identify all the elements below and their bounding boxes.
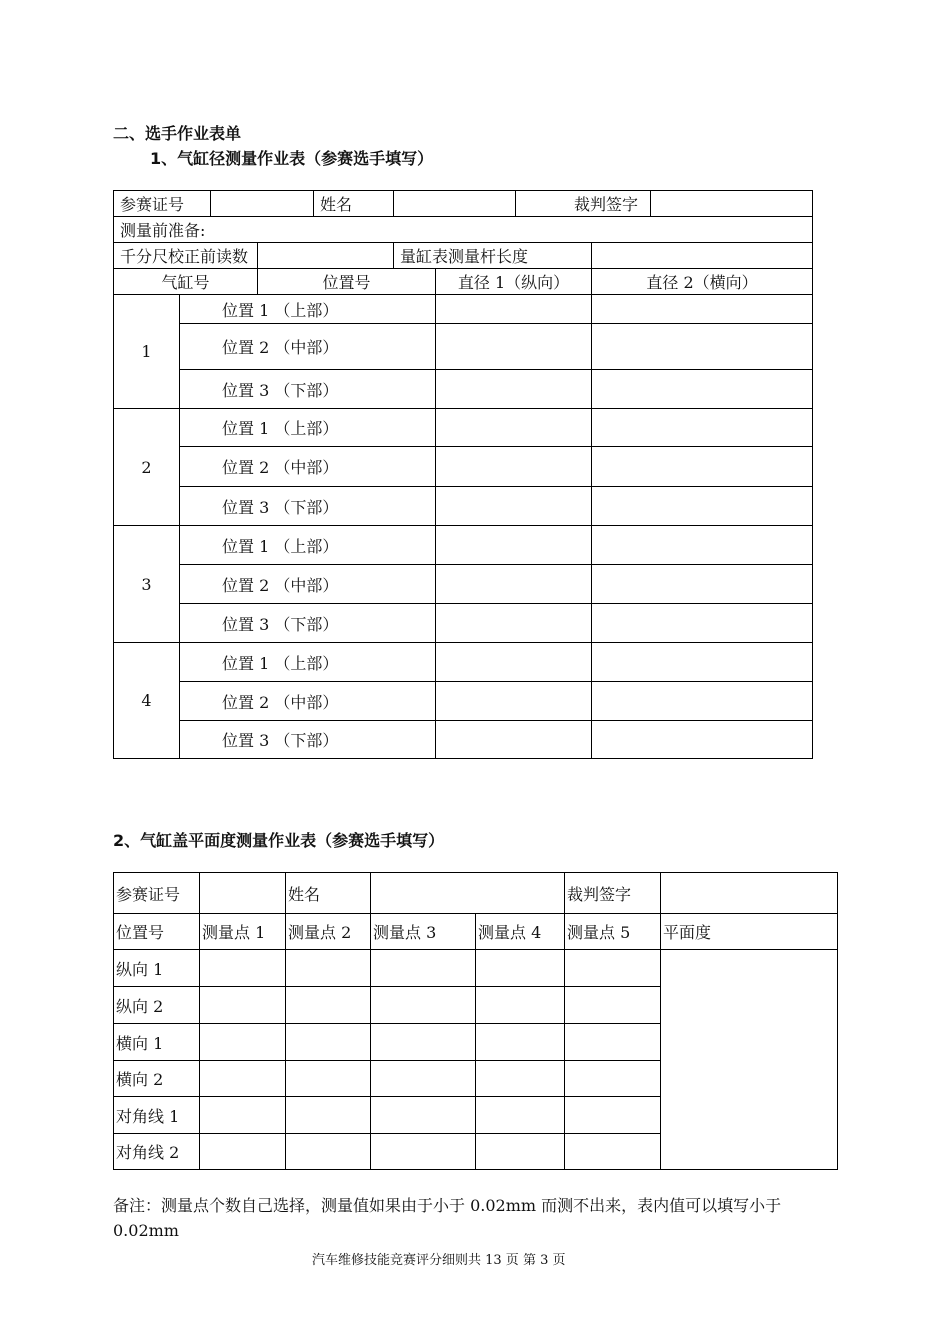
micrometer-label: 千分尺校正前读数 <box>114 243 258 269</box>
rod-length-label: 量缸表测量杆长度 <box>394 243 592 269</box>
flatness-header: 平面度 <box>661 914 838 950</box>
table-row <box>114 682 813 721</box>
position-label: 位置 1 （上部） <box>180 643 436 682</box>
diameter2-cell[interactable] <box>592 526 813 565</box>
cylinder-header: 气缸号 <box>114 269 258 295</box>
measure-cell[interactable] <box>200 1097 286 1134</box>
form2-title: 2、气缸盖平面度测量作业表（参赛选手填写） <box>113 831 445 850</box>
point3-header: 测量点 3 <box>371 914 476 950</box>
point1-header: 测量点 1 <box>200 914 286 950</box>
id-value-cell[interactable] <box>211 191 314 217</box>
diameter2-cell[interactable] <box>592 487 813 526</box>
diameter1-cell[interactable] <box>436 409 592 447</box>
row-label: 横向 1 <box>114 1024 200 1061</box>
judge-value-cell[interactable] <box>651 191 813 217</box>
measure-cell[interactable] <box>200 950 286 987</box>
prep-values-row <box>114 243 813 269</box>
diameter1-cell[interactable] <box>436 447 592 487</box>
diameter1-cell[interactable] <box>436 604 592 643</box>
name-value-cell[interactable] <box>371 873 565 914</box>
measure-cell[interactable] <box>476 1097 565 1134</box>
diameter2-header: 直径 2（横向） <box>592 269 813 295</box>
diameter1-cell[interactable] <box>436 682 592 721</box>
measure-cell[interactable] <box>476 950 565 987</box>
measure-cell[interactable] <box>476 1134 565 1170</box>
position-label: 位置 3 （下部） <box>180 487 436 526</box>
point5-header: 测量点 5 <box>565 914 661 950</box>
position-label: 位置 3 （下部） <box>180 604 436 643</box>
diameter2-cell[interactable] <box>592 721 813 759</box>
measure-cell[interactable] <box>476 1061 565 1097</box>
form1-header-row <box>114 191 813 217</box>
judge-label: 裁判签字 <box>565 873 661 914</box>
position-label: 位置 2 （中部） <box>180 324 436 370</box>
judge-label: 裁判签字 <box>516 191 651 217</box>
diameter2-cell[interactable] <box>592 604 813 643</box>
measure-cell[interactable] <box>286 1024 371 1061</box>
position-label: 位置 2 （中部） <box>180 447 436 487</box>
row-label: 纵向 2 <box>114 987 200 1024</box>
measure-cell[interactable] <box>371 1134 476 1170</box>
prep-row <box>114 217 813 243</box>
position-header: 位置号 <box>258 269 436 295</box>
diameter2-cell[interactable] <box>592 409 813 447</box>
page-footer: 汽车维修技能竞赛评分细则共 13 页 第 3 页 <box>312 1253 566 1268</box>
diameter2-cell[interactable] <box>592 447 813 487</box>
prep-label: 测量前准备: <box>114 217 813 243</box>
flatness-value-cell[interactable] <box>661 950 838 1170</box>
measure-cell[interactable] <box>565 987 661 1024</box>
row-label: 对角线 2 <box>114 1134 200 1170</box>
id-label: 参赛证号 <box>114 873 200 914</box>
diameter1-cell[interactable] <box>436 487 592 526</box>
diameter1-cell[interactable] <box>436 526 592 565</box>
position-label: 位置 3 （下部） <box>180 370 436 409</box>
measure-cell[interactable] <box>565 1061 661 1097</box>
table-row <box>114 295 813 324</box>
diameter1-cell[interactable] <box>436 324 592 370</box>
measure-cell[interactable] <box>371 1061 476 1097</box>
diameter2-cell[interactable] <box>592 643 813 682</box>
column-header-row <box>114 914 838 950</box>
cylinder-bore-form <box>113 190 813 759</box>
measure-cell[interactable] <box>371 950 476 987</box>
measure-cell[interactable] <box>476 1024 565 1061</box>
table-row <box>114 565 813 604</box>
diameter2-cell[interactable] <box>592 565 813 604</box>
diameter1-cell[interactable] <box>436 643 592 682</box>
measure-cell[interactable] <box>371 1024 476 1061</box>
form2-header-row <box>114 873 838 914</box>
id-value-cell[interactable] <box>200 873 286 914</box>
measure-cell[interactable] <box>286 1061 371 1097</box>
table-row <box>114 409 813 447</box>
table-row <box>114 950 838 987</box>
measure-cell[interactable] <box>200 1134 286 1170</box>
measure-cell[interactable] <box>565 1097 661 1134</box>
position-header: 位置号 <box>114 914 200 950</box>
measure-cell[interactable] <box>200 1061 286 1097</box>
diameter2-cell[interactable] <box>592 324 813 370</box>
diameter1-cell[interactable] <box>436 721 592 759</box>
measure-cell[interactable] <box>200 987 286 1024</box>
position-label: 位置 1 （上部） <box>180 526 436 565</box>
row-label: 对角线 1 <box>114 1097 200 1134</box>
diameter1-cell[interactable] <box>436 295 592 324</box>
position-label: 位置 2 （中部） <box>180 682 436 721</box>
table-row <box>114 721 813 759</box>
table-row <box>114 604 813 643</box>
rod-length-value-cell[interactable] <box>592 243 813 269</box>
diameter1-cell[interactable] <box>436 565 592 604</box>
table-row <box>114 370 813 409</box>
measure-cell[interactable] <box>200 1024 286 1061</box>
measure-cell[interactable] <box>565 1134 661 1170</box>
cylinder-number: 3 <box>114 526 180 643</box>
point4-header: 测量点 4 <box>476 914 565 950</box>
position-label: 位置 1 （上部） <box>180 409 436 447</box>
table-row <box>114 526 813 565</box>
row-label: 横向 2 <box>114 1061 200 1097</box>
diameter1-header: 直径 1（纵向） <box>436 269 592 295</box>
measure-cell[interactable] <box>565 950 661 987</box>
diameter2-cell[interactable] <box>592 682 813 721</box>
row-label: 纵向 1 <box>114 950 200 987</box>
table-row <box>114 324 813 370</box>
table-row <box>114 487 813 526</box>
cylinder-number: 2 <box>114 409 180 526</box>
table-row <box>114 447 813 487</box>
measure-cell[interactable] <box>286 1097 371 1134</box>
name-label: 姓名 <box>286 873 371 914</box>
judge-value-cell[interactable] <box>661 873 838 914</box>
measure-cell[interactable] <box>286 987 371 1024</box>
measure-cell[interactable] <box>476 987 565 1024</box>
position-label: 位置 2 （中部） <box>180 565 436 604</box>
measure-cell[interactable] <box>286 1134 371 1170</box>
cylinder-head-flatness-form <box>113 872 838 1170</box>
section-title: 二、选手作业表单 <box>113 124 242 143</box>
measure-cell[interactable] <box>565 1024 661 1061</box>
measure-cell[interactable] <box>371 987 476 1024</box>
name-label: 姓名 <box>314 191 394 217</box>
diameter2-cell[interactable] <box>592 295 813 324</box>
diameter1-cell[interactable] <box>436 370 592 409</box>
column-header-row <box>114 269 813 295</box>
point2-header: 测量点 2 <box>286 914 371 950</box>
measure-cell[interactable] <box>286 950 371 987</box>
micrometer-value-cell[interactable] <box>258 243 394 269</box>
form1-title: 1、气缸径测量作业表（参赛选手填写） <box>150 149 434 168</box>
id-label: 参赛证号 <box>114 191 211 217</box>
cylinder-number: 4 <box>114 643 180 759</box>
diameter2-cell[interactable] <box>592 370 813 409</box>
position-label: 位置 1 （上部） <box>180 295 436 324</box>
name-value-cell[interactable] <box>394 191 516 217</box>
measure-cell[interactable] <box>371 1097 476 1134</box>
cylinder-number: 1 <box>114 295 180 409</box>
position-label: 位置 3 （下部） <box>180 721 436 759</box>
table-row <box>114 643 813 682</box>
note-text: 备注：测量点个数自己选择，测量值如果由于小于 0.02mm 而测不出来，表内值可以填写小于 0.02mm <box>113 1196 782 1240</box>
